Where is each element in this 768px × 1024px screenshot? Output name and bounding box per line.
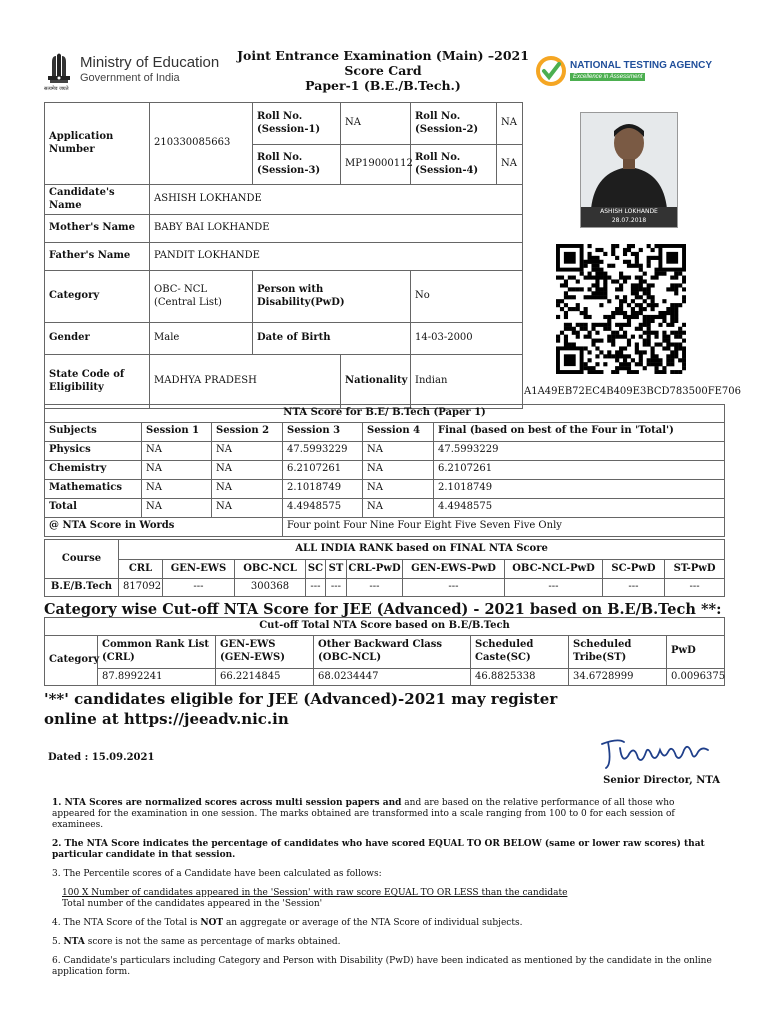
note-4-c: an aggregate or average of the NTA Score of individual subjects. xyxy=(223,918,523,928)
cutoff-cell: 34.6728999 xyxy=(569,668,667,686)
signatory-title: Senior Director, NTA xyxy=(603,775,720,786)
cutoff-caption: Cut-off Total NTA Score based on B.E/B.Tech xyxy=(45,618,725,636)
table-row xyxy=(45,441,725,460)
roll-1-label: Roll No. (Session-1) xyxy=(253,103,341,145)
score-cell: NA xyxy=(142,479,212,498)
emblem-caption: सत्यमेव जयते xyxy=(44,86,69,92)
note-5-b: NTA xyxy=(63,937,85,947)
state-label: State Code of Eligibility xyxy=(45,355,150,409)
note-6: 6. Candidate's particulars including Category and Person with Disability (PwD) have been indicated as mentioned by the candidate in the online application form. xyxy=(52,956,712,977)
note-4-b: NOT xyxy=(200,918,224,928)
rank-header: CRL xyxy=(119,560,163,579)
score-cell: 47.5993229 xyxy=(434,441,725,460)
rank-header: SC xyxy=(306,560,326,579)
rank-cell: --- xyxy=(347,579,403,597)
cutoff-header: PwD xyxy=(667,635,725,668)
roll-1: NA xyxy=(341,103,411,145)
title-line-1: Joint Entrance Examination (Main) –2021 xyxy=(237,48,529,63)
rank-cell: --- xyxy=(505,579,603,597)
score-cell: NA xyxy=(212,441,283,460)
rank-header: ST xyxy=(326,560,347,579)
score-cell: 6.2107261 xyxy=(434,460,725,479)
ministry-logo xyxy=(44,52,234,92)
ministry-name: Ministry of Education xyxy=(80,54,220,71)
nationality-value: Indian xyxy=(411,355,523,409)
qr-code xyxy=(556,244,686,374)
note-4 xyxy=(52,918,720,929)
notes xyxy=(52,798,720,978)
qr-code-text: A1A49EB72EC4B409E3BCD783500FE706 xyxy=(524,386,742,397)
subject-cell: Physics xyxy=(45,441,142,460)
nta-name: NATIONAL TESTING AGENCY xyxy=(570,60,713,71)
note-3: 3. The Percentile scores of a Candidate have been calculated as follows: xyxy=(52,869,382,879)
rank-header: CRL-PwD xyxy=(347,560,403,579)
signature-image xyxy=(598,734,720,772)
rank-caption: ALL INDIA RANK based on FINAL NTA Score xyxy=(119,540,725,560)
cutoff-category-label: Category xyxy=(45,635,98,686)
note-1-bold: 1. NTA Scores are normalized scores across multi session papers and xyxy=(52,798,402,808)
score-words-label: @ NTA Score in Words xyxy=(45,517,283,536)
score-header: Final (based on best of the Four in 'Total') xyxy=(434,422,725,441)
note-2: 2. The NTA Score indicates the percentage of candidates who have scored EQUAL TO OR BELOW (same or lower raw scores) that particular candidate in that session. xyxy=(52,839,705,860)
score-cell: NA xyxy=(363,479,434,498)
cutoff-cell: 46.8825338 xyxy=(471,668,569,686)
score-header: Session 4 xyxy=(363,422,434,441)
rank-cell: --- xyxy=(326,579,347,597)
rank-cell: --- xyxy=(306,579,326,597)
score-words: Four point Four Nine Four Eight Five Seven Five Only xyxy=(283,517,725,536)
mother-name-label: Mother's Name xyxy=(45,215,150,243)
application-number-label: Application Number xyxy=(45,103,150,185)
dated-text: Dated : 15.09.2021 xyxy=(48,752,155,763)
score-cell: NA xyxy=(212,460,283,479)
course-value: B.E/B.Tech xyxy=(45,579,119,597)
table-row xyxy=(45,479,725,498)
table-row xyxy=(45,498,725,517)
rank-table xyxy=(44,539,725,597)
note-5-a: 5. xyxy=(52,937,64,947)
score-cell: NA xyxy=(363,441,434,460)
photo-caption-date: 28.07.2018 xyxy=(611,217,647,224)
category-value: OBC- NCL (Central List) xyxy=(150,271,253,323)
cutoff-header: Scheduled Caste(SC) xyxy=(471,635,569,668)
cutoff-cell: 68.0234447 xyxy=(314,668,471,686)
roll-2-label: Roll No. (Session-2) xyxy=(411,103,497,145)
title-line-3: Paper-1 (B.E./B.Tech.) xyxy=(305,78,461,93)
rank-header: OBC-NCL xyxy=(235,560,306,579)
score-caption: NTA Score for B.E/ B.Tech (Paper 1) xyxy=(45,405,725,423)
dob-label: Date of Birth xyxy=(253,323,411,355)
rank-cell: 817092 xyxy=(119,579,163,597)
gender-label: Gender xyxy=(45,323,150,355)
score-header: Session 3 xyxy=(283,422,363,441)
application-number: 210330085663 xyxy=(150,103,253,185)
candidate-details-table xyxy=(44,102,523,409)
title-line-2: Score Card xyxy=(344,63,422,78)
score-cell: 6.2107261 xyxy=(283,460,363,479)
candidate-photo xyxy=(580,112,678,228)
eligibility-note: '**' candidates eligible for JEE (Advanced)-2021 may register online at https://jeeadv.nic.in xyxy=(44,690,558,728)
roll-3-label: Roll No. (Session-3) xyxy=(253,145,341,185)
score-cell: NA xyxy=(142,460,212,479)
note-3-numerator: 100 X Number of candidates appeared in the 'Session' with raw score EQUAL TO OR LESS than the candidate xyxy=(62,888,568,898)
person-photo-icon xyxy=(581,113,677,209)
national-emblem-icon xyxy=(44,52,74,86)
score-cell: 4.4948575 xyxy=(283,498,363,517)
rank-cell: --- xyxy=(163,579,235,597)
subject-cell: Total xyxy=(45,498,142,517)
father-name-label: Father's Name xyxy=(45,243,150,271)
cutoff-header: GEN-EWS (GEN-EWS) xyxy=(216,635,314,668)
nationality-label: Nationality xyxy=(341,355,411,409)
rank-cell: --- xyxy=(403,579,505,597)
score-cell: NA xyxy=(363,460,434,479)
cutoff-heading: Category wise Cut-off NTA Score for JEE (Advanced) - 2021 based on B.E/B.Tech **: xyxy=(44,601,722,618)
note-3-denominator: Total number of the candidates appeared in the 'Session' xyxy=(62,899,323,909)
score-header: Subjects xyxy=(45,422,142,441)
note-5-c: score is not the same as percentage of marks obtained. xyxy=(84,937,341,947)
roll-4-label: Roll No. (Session-4) xyxy=(411,145,497,185)
note-1 xyxy=(52,798,720,831)
score-header: Session 1 xyxy=(142,422,212,441)
cutoff-header: Common Rank List (CRL) xyxy=(98,635,216,668)
cutoff-cell: 66.2214845 xyxy=(216,668,314,686)
ministry-subtitle: Government of India xyxy=(80,72,180,84)
rank-header: GEN-EWS xyxy=(163,560,235,579)
photo-caption-name: ASHISH LOKHANDE xyxy=(600,208,658,215)
father-name: PANDIT LOKHANDE xyxy=(150,243,523,271)
cutoff-cell: 0.0096375 xyxy=(667,668,725,686)
rank-header: GEN-EWS-PwD xyxy=(403,560,505,579)
subject-cell: Chemistry xyxy=(45,460,142,479)
candidate-name-label: Candidate's Name xyxy=(45,185,150,215)
pwd-label: Person with Disability(PwD) xyxy=(253,271,411,323)
rank-cell: --- xyxy=(665,579,725,597)
nta-score-table xyxy=(44,404,725,537)
nta-check-icon xyxy=(536,56,566,86)
cutoff-cell: 87.8992241 xyxy=(98,668,216,686)
cutoff-header: Other Backward Class (OBC-NCL) xyxy=(314,635,471,668)
gender-value: Male xyxy=(150,323,253,355)
course-label: Course xyxy=(45,540,119,579)
table-row xyxy=(45,460,725,479)
page-title xyxy=(220,48,546,93)
photo-caption xyxy=(581,207,677,227)
cutoff-header: Scheduled Tribe(ST) xyxy=(569,635,667,668)
roll-2: NA xyxy=(497,103,523,145)
mother-name: BABY BAI LOKHANDE xyxy=(150,215,523,243)
nta-logo xyxy=(536,54,716,88)
score-cell: 4.4948575 xyxy=(434,498,725,517)
category-label: Category xyxy=(45,271,150,323)
subject-cell: Mathematics xyxy=(45,479,142,498)
dob-value: 14-03-2000 xyxy=(411,323,523,355)
table-row xyxy=(45,668,725,686)
note-1-text: and are based on the relative performance of all those who appeared for the examination in one session. The marks obtained are transformed into a scale ranging from 100 to 0 for each session of examinees. xyxy=(52,798,675,830)
score-cell: 47.5993229 xyxy=(283,441,363,460)
candidate-name: ASHISH LOKHANDE xyxy=(150,185,523,215)
score-header: Session 2 xyxy=(212,422,283,441)
table-row xyxy=(45,579,725,597)
rank-header: ST-PwD xyxy=(665,560,725,579)
pwd-value: No xyxy=(411,271,523,323)
score-cell: NA xyxy=(212,498,283,517)
rank-header: SC-PwD xyxy=(603,560,665,579)
note-4-a: 4. The NTA Score of the Total is xyxy=(52,918,201,928)
score-cell: 2.1018749 xyxy=(434,479,725,498)
note-5 xyxy=(52,937,720,948)
cutoff-table xyxy=(44,617,725,686)
nta-tagline: Excellence in Assessment xyxy=(570,73,645,81)
rank-header: OBC-NCL-PwD xyxy=(505,560,603,579)
roll-3: MP19000112 xyxy=(341,145,411,185)
score-cell: 2.1018749 xyxy=(283,479,363,498)
score-cell: NA xyxy=(212,479,283,498)
state-value: MADHYA PRADESH xyxy=(150,355,341,409)
score-cell: NA xyxy=(363,498,434,517)
roll-4: NA xyxy=(497,145,523,185)
rank-cell: 300368 xyxy=(235,579,306,597)
score-cell: NA xyxy=(142,498,212,517)
rank-cell: --- xyxy=(603,579,665,597)
score-cell: NA xyxy=(142,441,212,460)
